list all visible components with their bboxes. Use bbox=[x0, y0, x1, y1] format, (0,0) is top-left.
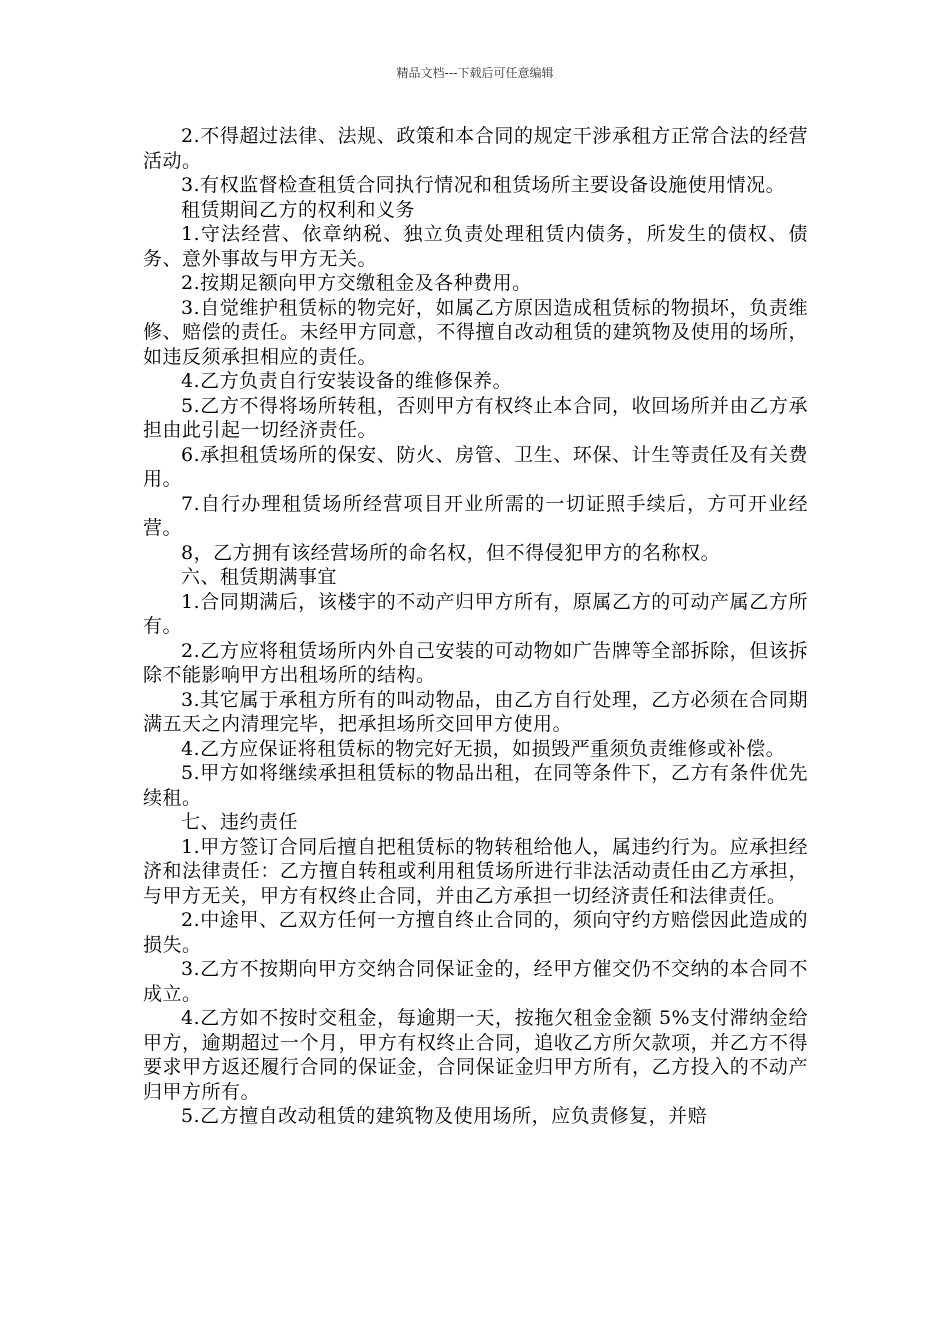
paragraph: 4.乙方如不按时交租金，每逾期一天，按拖欠租金金额 5%支付滞纳金给甲方，逾期超过一个月，甲方有权终止合同，追收乙方所欠款项，并乙方不得要求甲方返还履行合同的保证金，合同保证金归甲方所有，乙方投入的不动产归甲方所有。 bbox=[143, 1007, 808, 1103]
paragraph: 3.自觉维护租赁标的物完好，如属乙方原因造成租赁标的物损坏，负责维修、赔偿的责任。未经甲方同意，不得擅自改动租赁的建筑物及使用的场所，如违反须承担相应的责任。 bbox=[143, 296, 808, 368]
paragraph: 2.按期足额向甲方交缴租金及各种费用。 bbox=[181, 272, 532, 294]
paragraph: 1.合同期满后，该楼宇的不动产归甲方所有，原属乙方的可动产属乙方所有。 bbox=[143, 590, 808, 637]
paragraph: 8，乙方拥有该经营场所的命名权，但不得侵犯甲方的名称权。 bbox=[181, 541, 721, 564]
paragraph: 1.甲方签订合同后擅自把租赁标的物转租给他人，属违约行为。应承担经济和法律责任：乙方擅自转租或利用租赁场所进行非法活动责任由乙方承担，与甲方无关，甲方有权终止合同，并由乙方承担一切经济责任和法律责任。 bbox=[143, 835, 808, 907]
paragraph: 4.乙方应保证将租赁标的物完好无损，如损毁严重须负责维修或补偿。 bbox=[181, 737, 786, 760]
paragraph: 3.其它属于承租方所有的叫动物品，由乙方自行处理，乙方必须在合同期满五天之内清理完毕，把承担场所交回甲方使用。 bbox=[143, 688, 808, 735]
paragraph: 2.中途甲、乙双方任何一方擅自终止合同的，须向守约方赔偿因此造成的损失。 bbox=[143, 909, 808, 956]
paragraph: 5.乙方擅自改动租赁的建筑物及使用场所，应负责修复，并赔 bbox=[181, 1105, 708, 1127]
page-header: 精品文档---下载后可任意编辑 bbox=[396, 66, 554, 80]
paragraph: 3.有权监督检查租赁合同执行情况和租赁场所主要设备设施使用情况。 bbox=[181, 174, 786, 196]
paragraph: 2.不得超过法律、法规、政策和本合同的规定干涉承租方正常合法的经营活动。 bbox=[143, 125, 808, 172]
paragraph: 6.承担租赁场所的保安、防火、房管、卫生、环保、计生等责任及有关费用。 bbox=[143, 443, 808, 490]
paragraph: 7.自行办理租赁场所经营项目开业所需的一切证照手续后，方可开业经营。 bbox=[143, 492, 808, 539]
paragraph: 4.乙方负责自行安装设备的维修保养。 bbox=[181, 370, 513, 392]
paragraph: 5.乙方不得将场所转租，否则甲方有权终止本合同，收回场所并由乙方承担由此引起一切经济责任。 bbox=[143, 394, 808, 441]
paragraph: 2.乙方应将租赁场所内外自己安装的可动物如广告牌等全部拆除，但该拆除不能影响甲方出租场所的结构。 bbox=[143, 639, 808, 686]
paragraph: 1.守法经营、依章纳税、独立负责处理租赁内债务，所发生的债权、债务、意外事故与甲方无关。 bbox=[143, 223, 808, 270]
paragraph: 3.乙方不按期向甲方交纳合同保证金的，经甲方催交仍不交纳的本合同不成立。 bbox=[143, 958, 808, 1005]
section-heading: 七、违约责任 bbox=[181, 811, 299, 833]
paragraph: 5.甲方如将继续承担租赁标的物品出租，在同等条件下，乙方有条件优先续租。 bbox=[143, 762, 808, 809]
section-heading: 租赁期间乙方的权利和义务 bbox=[181, 198, 416, 221]
document-body bbox=[143, 124, 808, 1129]
section-heading: 六、租赁期满事宜 bbox=[181, 566, 338, 588]
